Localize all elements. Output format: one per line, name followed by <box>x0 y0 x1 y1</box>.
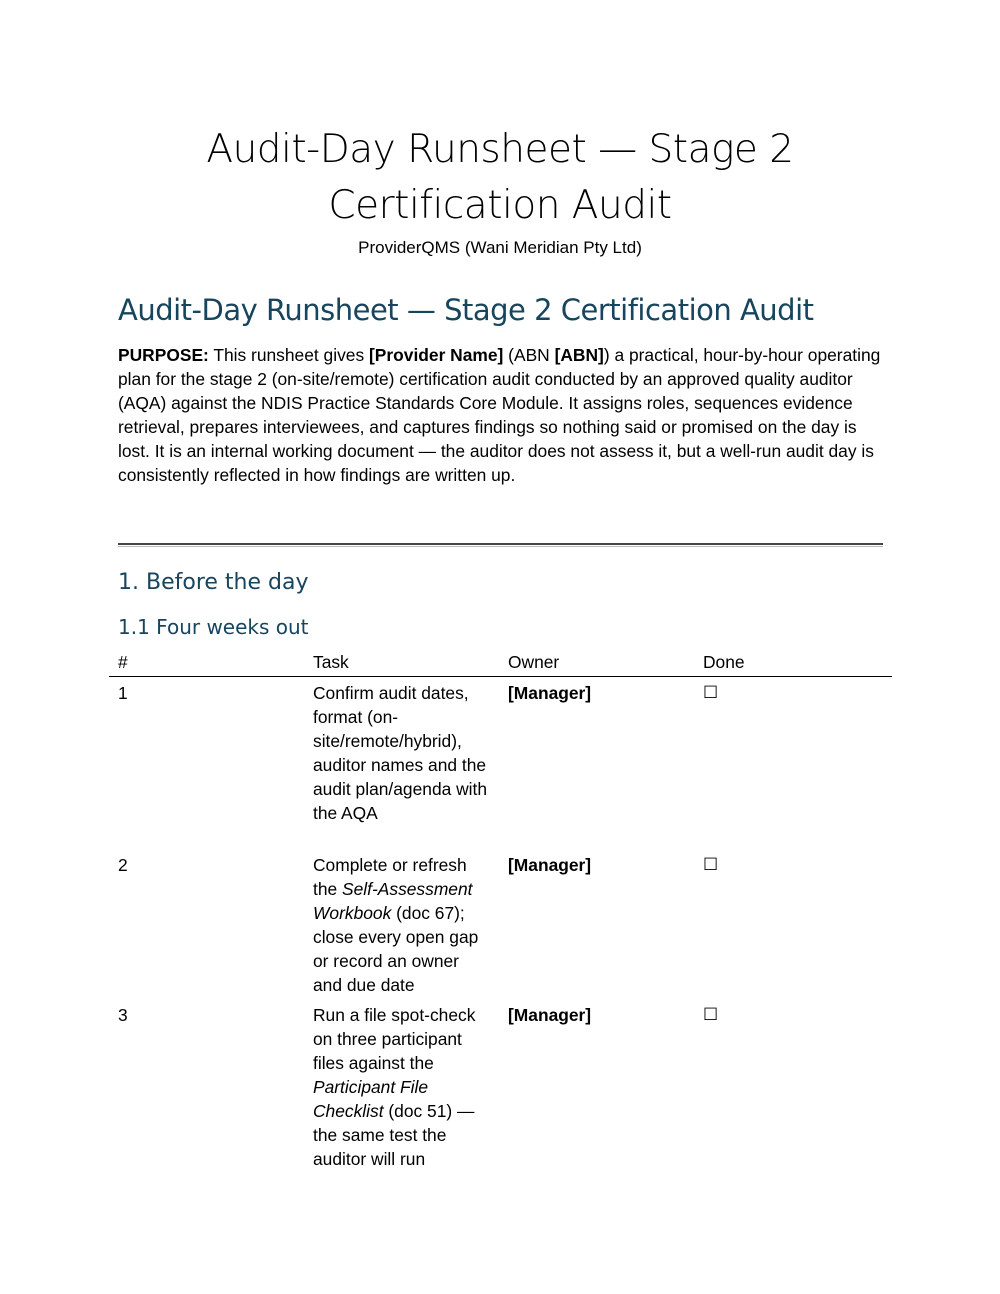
title-line-2: Certification Audit <box>328 183 672 228</box>
table-row <box>109 849 892 999</box>
row-owner: [Manager] <box>508 683 592 703</box>
row-number: 2 <box>118 854 128 875</box>
row-owner: [Manager] <box>508 854 592 875</box>
section-heading: Audit-Day Runsheet — Stage 2 Certification Audit <box>118 293 814 327</box>
document-title <box>100 122 900 234</box>
title-line-1: Audit-Day Runsheet — Stage 2 <box>206 127 794 172</box>
purpose-text-3: ) a practical, hour-by-hour operating plan for the stage 2 (on-site/remote) certification audit conducted by an approved quality auditor (AQA) against the NDIS Practice Standards Core Module. It assigns roles, sequences evidence retrieval, prepares interviewees, and captures findings so nothing said or promised on the day is lost. It is an internal working document — the auditor does not assess it, but a well-run audit day is consistently reflected in how findings are written up. <box>118 345 881 485</box>
done-checkbox[interactable]: ☐ <box>703 683 719 703</box>
task-text: Complete or refresh the <box>313 854 467 899</box>
purpose-label: PURPOSE: <box>118 345 209 365</box>
row-task <box>304 999 499 1173</box>
row-owner: [Manager] <box>508 1004 592 1025</box>
task-text-end: (doc 51) — the same test the auditor will run <box>313 1100 475 1169</box>
row-number: 1 <box>118 683 128 703</box>
horizontal-rule <box>118 543 883 545</box>
table-row <box>109 999 892 1173</box>
section-before-the-day: 1. Before the day <box>118 570 309 595</box>
task-text: Confirm audit dates, format (on-site/remote/hybrid), auditor names and the audit plan/agenda with the AQA <box>313 683 488 823</box>
task-table <box>109 648 892 1173</box>
table-header-row <box>109 648 892 677</box>
abn-placeholder: [ABN] <box>554 345 604 365</box>
column-header-done: Done <box>694 648 892 677</box>
table-row <box>109 677 892 849</box>
column-header-task: Task <box>304 648 499 677</box>
purpose-paragraph <box>118 343 890 487</box>
column-header-owner: Owner <box>499 648 694 677</box>
purpose-text-1: This runsheet gives <box>208 345 369 365</box>
purpose-text-2: (ABN <box>503 345 555 365</box>
horizontal-rule-shadow <box>118 546 883 547</box>
task-text-end: (doc 67); close every open gap or record an owner and due date <box>313 902 479 995</box>
task-text: Run a file spot-check on three participant files against the <box>313 1004 476 1073</box>
column-header-number: # <box>109 648 304 677</box>
task-doc-title: Self-Assessment Workbook <box>313 878 473 923</box>
done-checkbox[interactable]: ☐ <box>703 854 719 875</box>
subsection-four-weeks-out: 1.1 Four weeks out <box>118 615 309 639</box>
document-subtitle: ProviderQMS (Wani Meridian Pty Ltd) <box>358 238 642 257</box>
row-number: 3 <box>118 1004 128 1025</box>
provider-placeholder: [Provider Name] <box>369 345 504 365</box>
row-task <box>304 677 499 849</box>
task-doc-title: Participant File Checklist <box>313 1076 429 1121</box>
done-checkbox[interactable]: ☐ <box>703 1004 719 1025</box>
row-task <box>304 849 499 999</box>
